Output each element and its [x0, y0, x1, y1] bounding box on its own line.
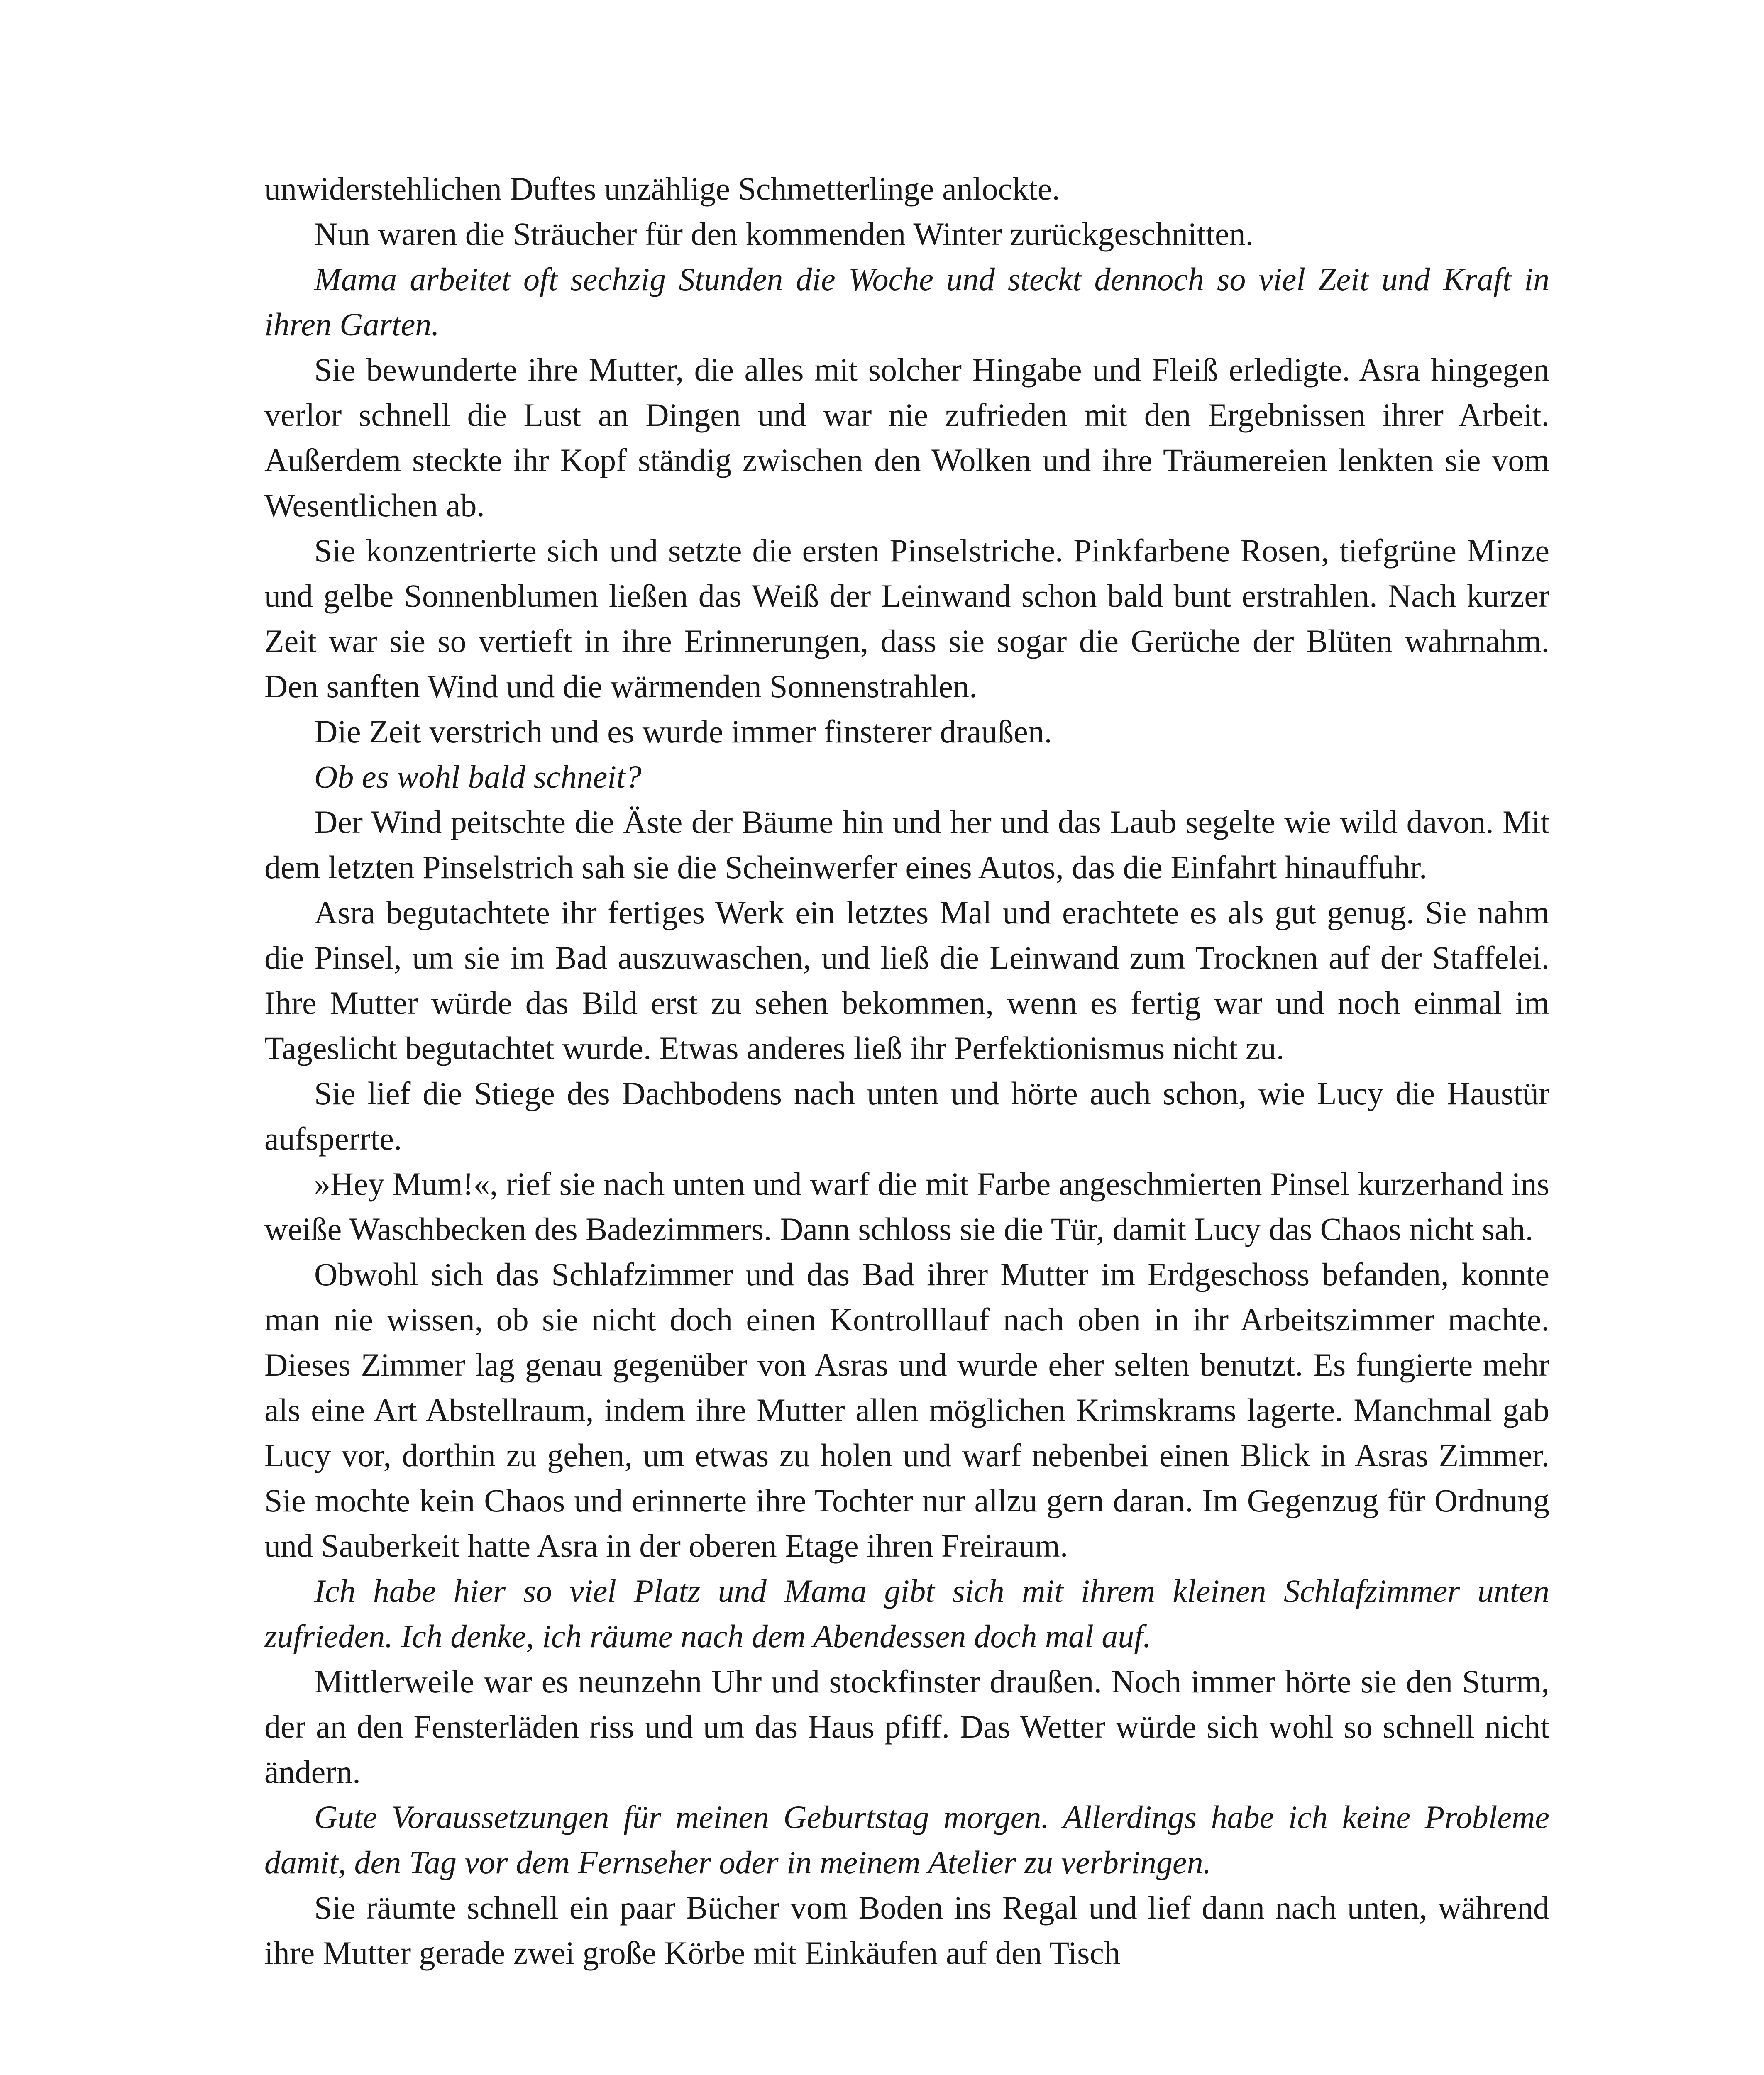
paragraph-6: Die Zeit verstrich und es wurde immer finsterer draußen. — [314, 713, 1053, 749]
paragraph-1: unwiderstehlichen Duftes unzählige Schmetterlinge anlockte. — [264, 171, 1060, 207]
paragraph-2: Nun waren die Sträucher für den kommenden Winter zurückgeschnitten. — [314, 216, 1254, 252]
paragraph-3-thought: Mama arbeitet oft sechzig Stunden die Woche und steckt dennoch so viel Zeit und Kraft in ihren Garten. — [264, 261, 1549, 342]
paragraph-12: Obwohl sich das Schlafzimmer und das Bad ihrer Mutter im Erdgeschoss befanden, konnte man nie wissen, ob sie nicht doch einen Kontrolllauf nach oben in ihr Arbeitszimmer machte. Dieses Zimmer lag genau gegenüber von Asras und wurde eher selten benutzt. Es fungierte mehr als eine Art Abstellraum, indem ihre Mutter allen möglichen Krimskrams lagerte. Manchmal gab Lucy vor, dorthin zu gehen, um etwas zu holen und warf nebenbei einen Blick in Asras Zimmer. Sie mochte kein Chaos und erinnerte ihre Tochter nur allzu gern daran. Im Gegenzug für Ordnung und Sauberkeit hatte Asra in der oberen Etage ihren Freiraum. — [264, 1256, 1549, 1564]
paragraph-13-thought: Ich habe hier so viel Platz und Mama gibt sich mit ihrem kleinen Schlafzimmer unten zufrieden. Ich denke, ich räume nach dem Abendessen doch mal auf. — [264, 1573, 1549, 1654]
paragraph-8: Der Wind peitschte die Äste der Bäume hin und her und das Laub segelte wie wild davon. Mit dem letzten Pinselstrich sah sie die Scheinwerfer eines Autos, das die Einfahrt hinauffuhr. — [264, 804, 1549, 885]
paragraph-5: Sie konzentrierte sich und setzte die ersten Pinselstriche. Pinkfarbene Rosen, tiefgrüne Minze und gelbe Sonnenblumen ließen das Weiß der Leinwand schon bald bunt erstrahlen. Nach kurzer Zeit war sie so vertieft in ihre Erinnerungen, dass sie sogar die Gerüche der Blüten wahrnahm. Den sanften Wind und die wärmenden Sonnenstrahlen. — [264, 532, 1549, 704]
paragraph-11: »Hey Mum!«, rief sie nach unten und warf die mit Farbe angeschmierten Pinsel kurzerhand ins weiße Waschbecken des Badezimmers. Dann schloss sie die Tür, damit Lucy das Chaos nicht sah. — [264, 1166, 1549, 1247]
paragraph-15-thought: Gute Voraussetzungen für meinen Geburtstag morgen. Allerdings habe ich keine Probleme damit, den Tag vor dem Fernseher oder in meinem Atelier zu verbringen. — [264, 1799, 1549, 1880]
paragraph-4: Sie bewunderte ihre Mutter, die alles mit solcher Hingabe und Fleiß erledigte. Asra hingegen verlor schnell die Lust an Dingen und war nie zufrieden mit den Ergebnissen ihrer Arbeit. Außerdem steckte ihr Kopf ständig zwischen den Wolken und ihre Träumereien lenkten sie vom Wesentlichen ab. — [264, 352, 1549, 523]
body-text — [264, 166, 1549, 1975]
paragraph-10: Sie lief die Stiege des Dachbodens nach unten und hörte auch schon, wie Lucy die Haustür aufsperrte. — [264, 1075, 1549, 1157]
paragraph-7-thought: Ob es wohl bald schneit? — [314, 759, 642, 795]
paragraph-9: Asra begutachtete ihr fertiges Werk ein letztes Mal und erachtete es als gut genug. Sie nahm die Pinsel, um sie im Bad auszuwaschen, und ließ die Leinwand zum Trocknen auf der Staffelei. Ihre Mutter würde das Bild erst zu sehen bekommen, wenn es fertig war und noch einmal im Tageslicht begutachtet wurde. Etwas anderes ließ ihr Perfektionismus nicht zu. — [264, 894, 1549, 1066]
paragraph-16: Sie räumte schnell ein paar Bücher vom Boden ins Regal und lief dann nach unten, während ihre Mutter gerade zwei große Körbe mit Einkäufen auf den Tisch — [264, 1889, 1549, 1971]
paragraph-14: Mittlerweile war es neunzehn Uhr und stockfinster draußen. Noch immer hörte sie den Sturm, der an den Fensterläden riss und um das Haus pfiff. Das Wetter würde sich wohl so schnell nicht ändern. — [264, 1663, 1549, 1790]
